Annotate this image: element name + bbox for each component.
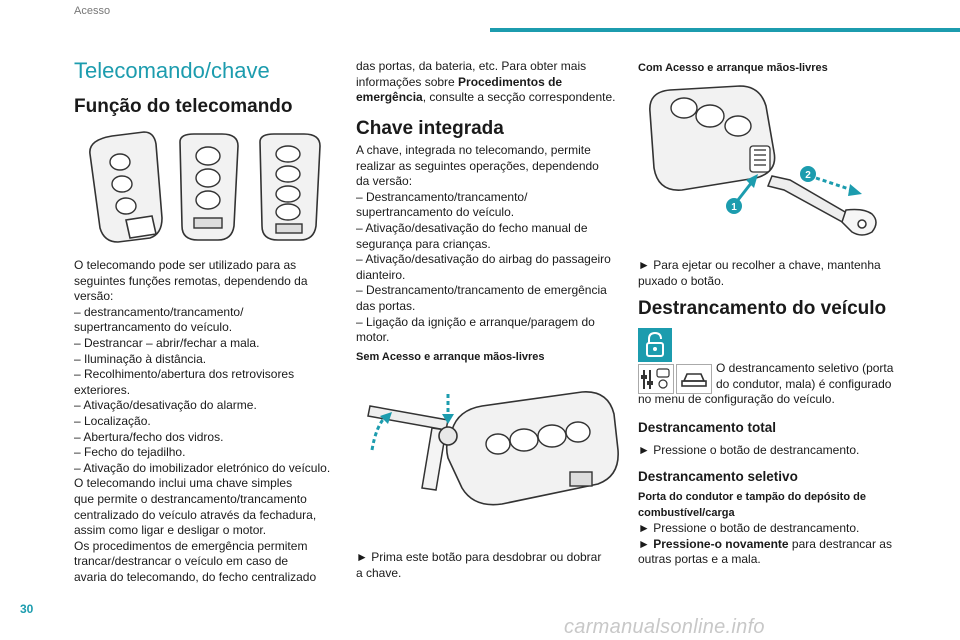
text-line: no menu de configuração do veículo. [638,392,835,406]
settings-sliders-icon [638,364,674,394]
text-line: seguintes funções remotas, dependendo da [74,273,308,288]
eject-button [750,146,770,172]
text-line: – Ativação/desativação do alarme. [74,398,257,413]
text-line: – Ativação/desativação do airbag do passageiro [356,252,611,267]
text-line: Os procedimentos de emergência permitem [74,538,308,553]
text-line: ► Pressione o botão de destrancamento. [638,443,860,457]
text-line: avaria do telecomando, do fecho centralizado [74,569,317,584]
label-without-keyless: Sem Acesso e arranque mãos-livres [356,351,545,363]
remote-keys-illustration [82,130,342,250]
eject-instruction [638,258,908,289]
selective-unlock-text [638,490,918,568]
text-line: – Iluminação à distância. [74,351,207,366]
unfold-arrow [372,416,386,450]
eject-arrow-1 [738,182,752,200]
text-line: – Ativação/desativação do fecho manual de [356,220,588,235]
callout-2: 2 [805,170,811,181]
key-blade [368,406,448,490]
flip-key-instruction [356,550,631,581]
text-line: assim como ligar e desligar o motor. [74,523,267,538]
text-line: – Localização. [74,413,151,428]
eject-arrow-2 [816,178,852,190]
text-line: supertrancamento do veículo. [74,320,233,335]
text-line: trancar/destrancar o veículo em caso de [74,554,289,569]
text-line: O destrancamento seletivo (porta [716,361,894,375]
text-line: ► Pressione o botão de destrancamento. [638,521,860,536]
running-header: Acesso [74,5,111,17]
keyless-key-illustration [640,82,912,242]
text-line: – Ligação da ignição e arranque/paragem do [356,314,595,329]
ejected-key [768,176,876,235]
text-line: – Fecho do tejadilho. [74,445,186,460]
text-line: outras portas e a mala. [638,552,761,567]
header-accent-bar [490,28,960,32]
text-line: das portas. [356,298,416,313]
text-line: – Recolhimento/abertura dos retrovisores [74,367,295,382]
text-line: Porta do condutor e tampão do depósito de [638,491,866,503]
integrated-key-text [356,143,631,346]
label-with-keyless: Com Acesso e arranque mãos-livres [638,62,828,74]
text-line: realizar as seguintes operações, dependendo [356,158,599,173]
text-line: das portas, da bateria, etc. Para obter mais [356,59,587,73]
key-release-button [439,427,457,445]
text-line: segurança para crianças. [356,236,491,251]
text-line: – Destrancar – abrir/fechar a mala. [74,335,260,350]
selective-unlock-config-text [716,361,916,392]
text-line: ► Para ejetar ou recolher a chave, mantenha [638,258,881,272]
total-unlock-text [638,443,918,459]
text-line: supertrancamento do veículo. [356,205,515,220]
keyless-remote-body [650,86,775,190]
text-line: – Destrancamento/trancamento/ [356,189,528,204]
heading-unlock-vehicle: Destrancamento do veículo [638,298,887,319]
text-line: dianteiro. [356,267,406,282]
unlock-icon [638,328,672,362]
remote-function-text [74,258,359,585]
page-title: Telecomando/chave [74,58,270,83]
heading-total-unlock: Destrancamento total [638,420,777,435]
text-line: – Destrancamento/trancamento de emergência [356,283,607,298]
text-line: do condutor, mala) é configurado [716,376,892,391]
text-line: O telecomando pode ser utilizado para as [74,258,297,272]
text-line: – Ativação do imobilizador eletrónico do veículo. [74,460,331,475]
page-number: 30 [20,602,34,616]
heading-selective-unlock: Destrancamento seletivo [638,469,798,484]
text-line: combustível/carga [638,506,735,519]
text-line: centralizado do veículo através da fechadura, [74,507,317,522]
text-line: exteriores. [74,382,131,397]
text-line: da versão: [356,174,413,189]
eject-arrow-2-head [848,184,862,196]
text-line: que permite o destrancamento/trancamento [74,491,307,506]
text-line: a chave. [356,565,402,580]
text-line: – Abertura/fecho dos vidros. [74,429,224,444]
text-line: motor. [356,330,390,345]
text-line: ► Pressione-o novamente para destrancar as [638,536,892,551]
heading-integrated-key: Chave integrada [356,118,504,139]
text-line: – destrancamento/trancamento/ [74,304,244,319]
text-line: puxado o botão. [638,273,725,288]
text-line: versão: [74,289,114,304]
watermark: carmanualsonline.info [564,616,765,638]
heading-remote-function: Função do telecomando [74,96,293,117]
text-line: O telecomando inclui uma chave simples [74,476,293,491]
text-line: ► Prima este botão para desdobrar ou dobrar [356,550,602,564]
car-settings-icon [676,364,712,394]
text-line: emergência, consulte a secção correspondente. [356,90,616,105]
text-line: informações sobre Procedimentos de [356,74,563,89]
selective-unlock-config-text-end [638,392,918,408]
callout-1: 1 [731,202,737,213]
flip-key-illustration [362,380,624,520]
emergency-text [356,59,631,106]
text-line: A chave, integrada no telecomando, permite [356,143,591,157]
